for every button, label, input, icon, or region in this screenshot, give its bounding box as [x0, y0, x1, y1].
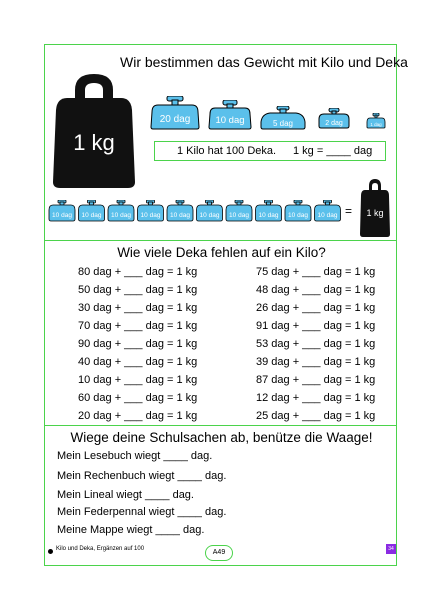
section3-title: Wiege deine Schulsachen ab, benütze die Waage! — [70, 430, 373, 445]
dekagram-weight-icon — [366, 113, 386, 129]
footer-topic: Kilo und Deka, Ergänzen auf 100 — [56, 546, 145, 552]
dekagram-weight-icon — [150, 96, 200, 130]
big-weight-label: 1 kg — [73, 130, 115, 155]
svg-text:10 dag: 10 dag — [215, 115, 245, 126]
dekagram-weight-icon — [208, 100, 252, 130]
weigh-sentence: Mein Federpennal wiegt ____ dag. — [57, 506, 227, 518]
dekagram-weight-icon — [260, 106, 306, 130]
bullet-icon — [48, 549, 53, 554]
weigh-sentence: Meine Mappe wiegt ____ dag. — [57, 524, 205, 536]
exercise-right: 75 dag + ___ dag = 1 kg — [256, 266, 376, 278]
exercise-left: 40 dag + ___ dag = 1 kg — [78, 356, 198, 368]
section-divider-1 — [44, 240, 397, 241]
ten-dag-weight-label: 10 dag — [111, 212, 131, 219]
exercise-right: 53 dag + ___ dag = 1 kg — [256, 338, 376, 350]
equals-sign: = — [345, 204, 353, 218]
exercise-left: 30 dag + ___ dag = 1 kg — [78, 302, 198, 314]
exercise-left: 10 dag + ___ dag = 1 kg — [78, 374, 198, 386]
equation-box — [154, 141, 386, 161]
exercise-right: 48 dag + ___ dag = 1 kg — [256, 284, 376, 296]
exercise-left: 80 dag + ___ dag = 1 kg — [78, 266, 198, 278]
ten-dag-weight-label: 10 dag — [199, 212, 220, 219]
exercise-left: 90 dag + ___ dag = 1 kg — [78, 338, 198, 350]
ten-dag-weight-label: 10 dag — [52, 212, 72, 219]
exercise-right: 26 dag + ___ dag = 1 kg — [256, 302, 376, 314]
kilogram-weight-icon — [360, 178, 390, 238]
kilogram-weight-icon — [53, 70, 135, 190]
section2-title: Wie viele Deka fehlen auf ein Kilo? — [117, 245, 326, 260]
ten-dag-weight-label: 10 dag — [317, 212, 338, 219]
small-kg-label: 1 kg — [366, 208, 384, 218]
ten-dag-weight-label: 10 dag — [288, 212, 308, 219]
exercise-right: 39 dag + ___ dag = 1 kg — [256, 356, 376, 368]
ten-dag-weights-row — [48, 200, 344, 222]
page-number: A49 — [205, 545, 233, 561]
section-divider-2 — [44, 425, 397, 426]
weigh-sentence: Mein Lineal wiegt ____ dag. — [57, 489, 194, 501]
svg-text:1 dag: 1 dag — [370, 122, 382, 127]
exercise-left: 70 dag + ___ dag = 1 kg — [78, 320, 198, 332]
exercise-left: 60 dag + ___ dag = 1 kg — [78, 392, 198, 404]
exercise-left: 20 dag + ___ dag = 1 kg — [78, 410, 198, 422]
ten-dag-weight-label: 10 dag — [229, 212, 249, 219]
weigh-sentence: Mein Rechenbuch wiegt ____ dag. — [57, 470, 227, 482]
corner-badge: 34 — [386, 544, 396, 554]
exercise-right: 87 dag + ___ dag = 1 kg — [256, 374, 376, 386]
dekagram-weight-icon — [318, 108, 350, 129]
exercise-right: 91 dag + ___ dag = 1 kg — [256, 320, 376, 332]
equation-formula: 1 kg = ____ dag — [293, 145, 373, 157]
svg-text:20 dag: 20 dag — [159, 114, 191, 125]
exercise-right: 25 dag + ___ dag = 1 kg — [256, 410, 376, 422]
ten-dag-weight-label: 10 dag — [258, 212, 279, 219]
ten-dag-weight-label: 10 dag — [140, 212, 161, 219]
ten-dag-weight-label: 10 dag — [170, 212, 190, 219]
ten-dag-weight-label: 10 dag — [81, 212, 102, 219]
exercise-left: 50 dag + ___ dag = 1 kg — [78, 284, 198, 296]
equation-text: 1 Kilo hat 100 Deka. — [177, 145, 277, 157]
svg-text:2 dag: 2 dag — [325, 120, 343, 127]
svg-text:5 dag: 5 dag — [272, 119, 294, 128]
section1-title: Wir bestimmen das Gewicht mit Kilo und Deka — [120, 54, 408, 70]
exercise-right: 12 dag + ___ dag = 1 kg — [256, 392, 376, 404]
weigh-sentence: Mein Lesebuch wiegt ____ dag. — [57, 450, 213, 462]
